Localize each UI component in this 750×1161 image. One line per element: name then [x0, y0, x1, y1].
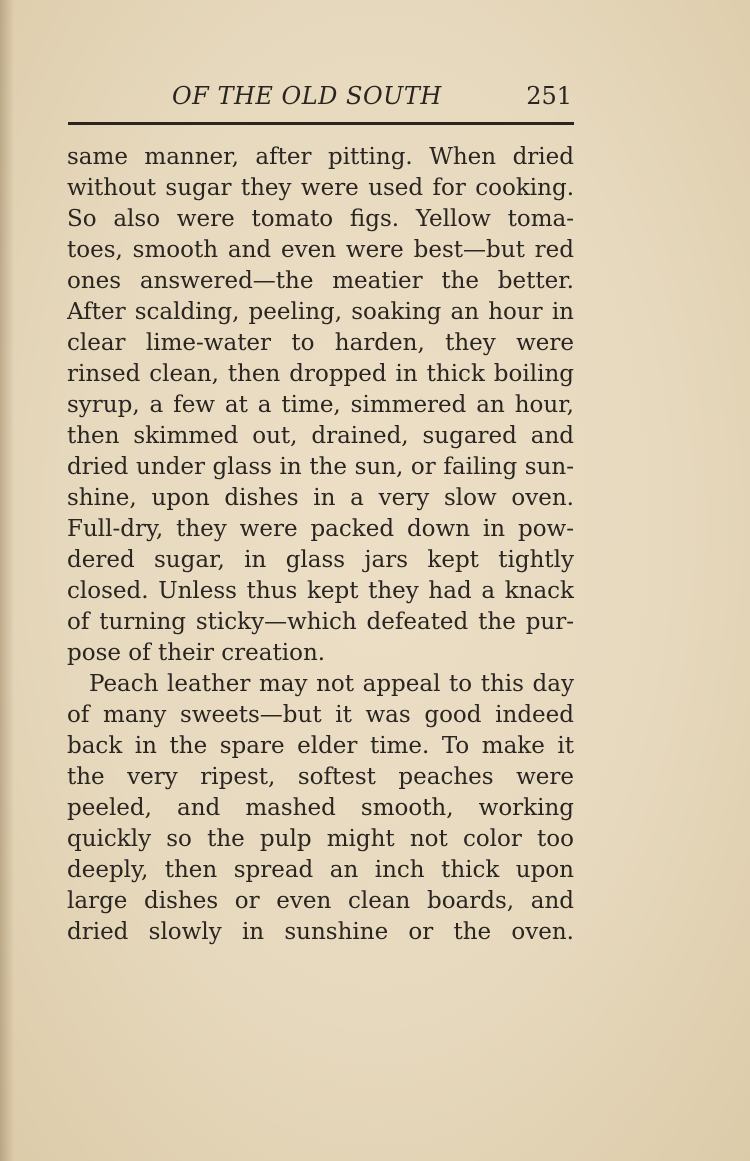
spine-shadow	[0, 0, 14, 1161]
page-number: 251	[526, 82, 572, 110]
running-head	[68, 82, 574, 116]
text-line: of many sweets—but it was good indeed	[67, 702, 574, 728]
text-line: without sugar they were used for cooking.	[67, 175, 574, 201]
text-line: back in the spare elder time. To make it	[67, 733, 574, 759]
text-line: dried slowly in sunshine or the oven.	[67, 919, 574, 945]
text-line: dered sugar, in glass jars kept tightly	[67, 547, 574, 573]
text-line: ones answered—the meatier the better.	[67, 268, 574, 294]
text-line: So also were tomato figs. Yellow toma-	[67, 206, 574, 232]
text-line: toes, smooth and even were best—but red	[67, 237, 574, 263]
text-line: After scalding, peeling, soaking an hour in	[67, 299, 574, 325]
text-line: peeled, and mashed smooth, working	[67, 795, 574, 821]
text-line: Full-dry, they were packed down in pow-	[67, 516, 574, 542]
text-line: syrup, a few at a time, simmered an hour,	[67, 392, 574, 418]
text-line: clear lime-water to harden, they were	[67, 330, 574, 356]
text-line: deeply, then spread an inch thick upon	[67, 857, 574, 883]
text-line: rinsed clean, then dropped in thick boiling	[67, 361, 574, 387]
text-line: same manner, after pitting. When dried	[67, 144, 574, 170]
text-line: pose of their creation.	[67, 640, 326, 666]
running-title: OF THE OLD SOUTH	[172, 82, 442, 110]
text-line: then skimmed out, drained, sugared and	[67, 423, 574, 449]
text-line: quickly so the pulp might not color too	[67, 826, 574, 852]
text-line: the very ripest, softest peaches were	[67, 764, 574, 790]
text-line: large dishes or even clean boards, and	[67, 888, 574, 914]
text-line: dried under glass in the sun, or failing sun-	[67, 454, 574, 480]
text-line: closed. Unless thus kept they had a knack	[67, 578, 574, 604]
text-line: shine, upon dishes in a very slow oven.	[67, 485, 574, 511]
text-line: of turning sticky—which defeated the pur-	[67, 609, 574, 635]
text-line: Peach leather may not appeal to this day	[89, 671, 574, 697]
body-text	[67, 142, 574, 948]
header-rule	[68, 122, 574, 125]
